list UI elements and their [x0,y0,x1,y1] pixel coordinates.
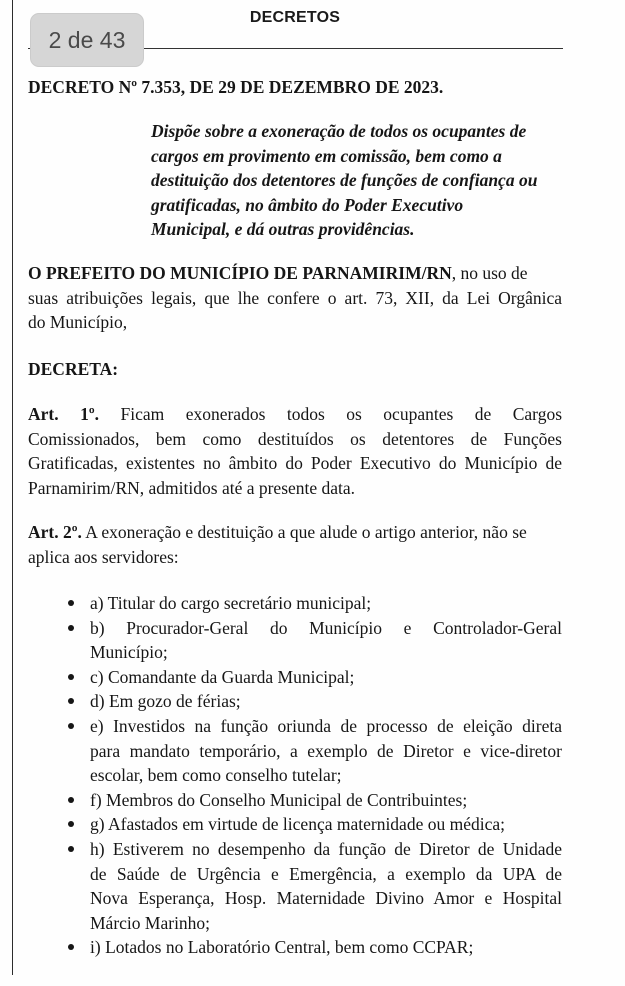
list-item-text: h) Estiverem no desempenho da função de Diretor de Unidade [90,838,562,859]
bullet-icon [68,625,74,631]
article-2 [28,520,562,569]
list-item-text: i) Lotados no Laboratório Central, bem como CCPAR; [90,937,474,958]
decree-ementa [151,119,563,242]
list-item [28,591,562,616]
preamble-text: suas atribuições legais, que lhe confere o art. 73, XII, da Lei Orgânica [28,287,562,308]
list-item-text: Márcio Marinho; [90,912,211,933]
bullet-icon [68,600,74,606]
list-item-text: Município; [90,642,168,663]
list-item [28,788,562,813]
bullet-icon [68,797,74,803]
article-label: Art. 1º. [28,404,99,424]
preamble-text: do Município, [28,312,128,333]
article-text: Gratificadas, existentes no âmbito do Poder Executivo do Município de [28,453,562,474]
bullet-icon [68,674,74,680]
list-item-text: b) Procurador-Geral do Município e Controlador-Geral [90,617,562,638]
exception-list [28,591,562,960]
list-item [28,616,562,665]
article-text: Comissionados, bem como destituídos os detentores de Funções [28,428,562,449]
list-item-text: Nova Esperança, Hosp. Maternidade Divino Amor e Hospital [90,888,562,909]
bullet-icon [68,821,74,827]
list-item-text: para mandato temporário, a exemplo de Diretor e vice-diretor [90,740,562,761]
bullet-icon [68,723,74,729]
ementa-line: gratificadas, no âmbito do Poder Executivo [151,194,464,215]
list-item-text: escolar, bem como conselho tutelar; [90,765,342,786]
list-item [28,935,562,960]
decreta-heading: DECRETA: [28,359,119,379]
bullet-icon [68,944,74,950]
list-item-text: f) Membros do Conselho Municipal de Contribuintes; [90,789,468,810]
list-item [28,714,562,788]
list-item-text: d) Em gozo de férias; [90,691,241,712]
list-item-text: c) Comandante da Guarda Municipal; [90,666,355,687]
ementa-line: destituição dos detentores de funções de confiança ou [151,170,538,191]
bullet-icon [68,846,74,852]
article-text: Ficam exonerados todos os ocupantes de Cargos [99,404,563,424]
decree-title: DECRETO Nº 7.353, DE 29 DE DEZEMBRO DE 2023. [28,77,444,97]
list-item-text: g) Afastados em virtude de licença maternidade ou médica; [90,814,505,835]
list-item-text: a) Titular do cargo secretário municipal; [90,593,372,613]
list-item [28,689,562,714]
list-item [28,665,562,690]
page-edge-rule [12,0,13,975]
list-item-text: de Saúde de Urgência e Emergência, a exemplo da UPA de [90,863,562,884]
list-item [28,812,562,837]
ementa-line: Dispõe sobre a exoneração de todos os ocupantes de [151,121,527,141]
section-header-title: DECRETOS [249,9,341,26]
ementa-line: Municipal, e dá outras providências. [151,219,415,240]
page-indicator[interactable]: 2 de 43 [30,13,144,67]
list-item-text: e) Investidos na função oriunda de processo de eleição direta [90,715,562,736]
article-1 [28,402,562,500]
bullet-icon [68,698,74,704]
article-text: A exoneração e destituição a que alude o artigo anterior, não se [81,522,527,542]
preamble-text: , no uso de [451,263,528,283]
article-text: Parnamirim/RN, admitidos até a presente data. [28,477,356,498]
ementa-line: cargos em provimento em comissão, bem como a [151,145,502,166]
list-item [28,837,562,935]
article-text: aplica aos servidores: [28,546,179,567]
preamble-paragraph [28,261,562,335]
preamble-authority: O PREFEITO DO MUNICÍPIO DE PARNAMIRIM/RN [28,263,452,283]
article-label: Art. 2º. [28,522,82,542]
